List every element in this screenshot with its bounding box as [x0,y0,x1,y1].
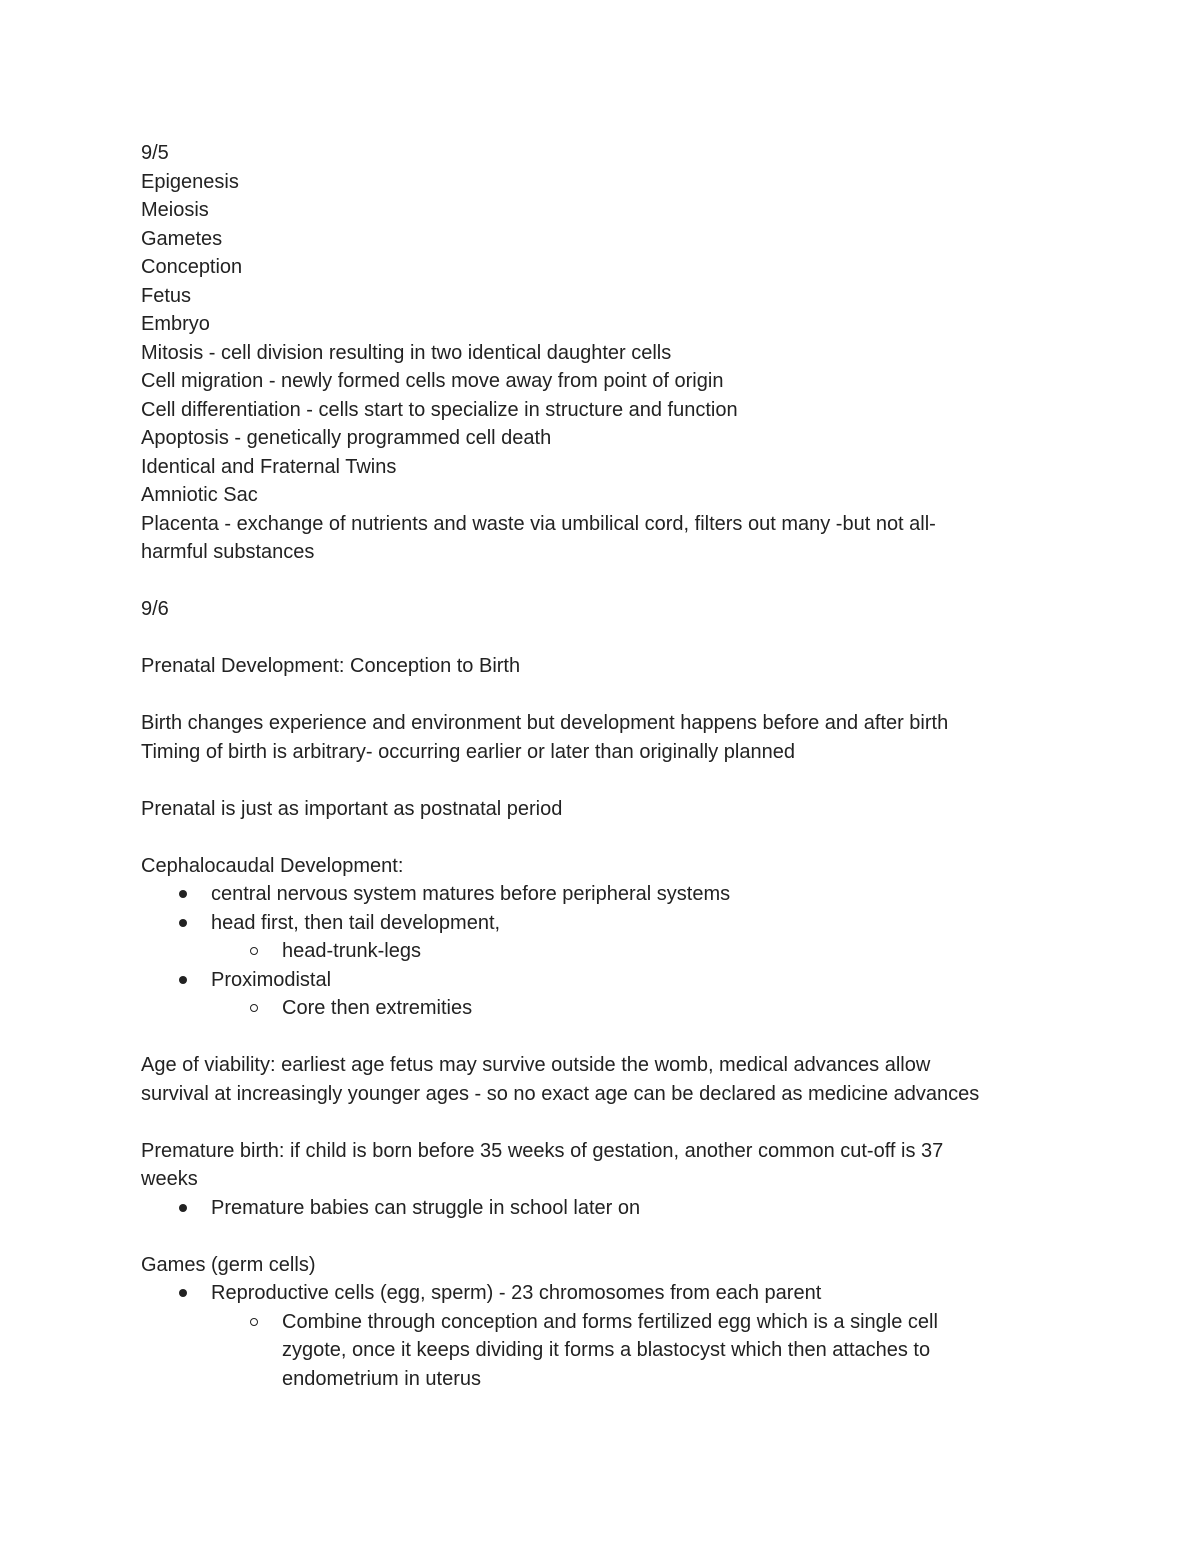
term-line: Identical and Fraternal Twins [141,455,397,478]
paragraph-line: Age of viability: earliest age fetus may survive outside the womb, medical advances allow [141,1054,931,1076]
paragraph-line: Premature birth: if child is born before 35 weeks of gestation, another common cut-off is 37 [141,1139,944,1162]
term-line: Cell migration - newly formed cells move away from point of origin [141,370,724,392]
list-item [141,966,1061,995]
term-line: Amniotic Sac [141,484,258,506]
list-item-text: head first, then tail development, [211,911,501,934]
spacer [141,681,1061,710]
paragraph-line: Birth changes experience and environment but development happens before and after birth [141,712,949,734]
term-line: Epigenesis [141,170,239,193]
section-heading: Cephalocaudal Development: [141,854,404,877]
bullet-list [141,966,1061,995]
sub-list-item-line: Combine through conception and forms fertilized egg which is a single cell [282,1310,938,1333]
placenta-line: Placenta - exchange of nutrients and waste via umbilical cord, filters out many -but not all- [141,512,936,535]
term-line: Meiosis [141,199,209,221]
bullet-list [141,880,1061,937]
term-line: Apoptosis - genetically programmed cell death [141,427,552,449]
sub-list-item [141,994,1061,1023]
hollow-bullet-icon [250,947,258,955]
spacer [141,823,1061,852]
hollow-bullet-icon [250,1004,258,1012]
term-line: Embryo [141,313,210,335]
paragraph-line: survival at increasingly younger ages - so no exact age can be declared as medicine advances [141,1082,980,1105]
paragraph-line: Timing of birth is arbitrary- occurring earlier or later than originally planned [141,740,795,763]
section-title: Prenatal Development: Conception to Birth [141,655,521,677]
sub-bullet-list [141,1308,1061,1394]
spacer [141,1023,1061,1052]
filled-bullet-icon [179,1204,187,1212]
paragraph-line: Prenatal is just as important as postnatal period [141,797,563,820]
term-line: Gametes [141,227,223,250]
placenta-line-continued: harmful substances [141,541,315,563]
sub-list-item-text: head-trunk-legs [282,940,421,962]
document-page [141,139,1061,1393]
filled-bullet-icon [179,976,187,984]
sub-list-item [141,1308,1061,1394]
spacer [141,567,1061,596]
list-item-text: Premature babies can struggle in school later on [211,1196,641,1219]
list-item-text: Proximodistal [211,968,332,991]
filled-bullet-icon [179,1289,187,1297]
term-line: Cell differentiation - cells start to specialize in structure and function [141,398,738,421]
list-item-text: central nervous system matures before peripheral systems [211,883,731,905]
list-item [141,880,1061,909]
paragraph-line: weeks [141,1168,198,1190]
list-item [141,1194,1061,1223]
sub-list-item-line: zygote, once it keeps dividing it forms a blastocyst which then attaches to [282,1339,931,1361]
section-heading: Games (germ cells) [141,1253,316,1276]
sub-bullet-list [141,994,1061,1023]
list-item [141,1279,1061,1308]
sub-list-item [141,937,1061,966]
sub-list-item-text: Core then extremities [282,997,473,1019]
term-line: Fetus [141,284,192,307]
list-item [141,909,1061,938]
sub-list-item-line: endometrium in uterus [282,1367,481,1390]
spacer [141,1222,1061,1251]
sub-bullet-list [141,937,1061,966]
term-line: Mitosis - cell division resulting in two identical daughter cells [141,341,672,364]
bullet-list [141,1194,1061,1223]
spacer [141,624,1061,653]
hollow-bullet-icon [250,1318,258,1326]
sub-list-item-text [282,1308,1061,1394]
bullet-list [141,1279,1061,1308]
filled-bullet-icon [179,890,187,898]
list-item-text: Reproductive cells (egg, sperm) - 23 chromosomes from each parent [211,1282,822,1304]
filled-bullet-icon [179,919,187,927]
date-heading: 9/6 [141,598,169,620]
spacer [141,1108,1061,1137]
date-heading: 9/5 [141,142,169,164]
spacer [141,766,1061,795]
term-line: Conception [141,256,243,278]
